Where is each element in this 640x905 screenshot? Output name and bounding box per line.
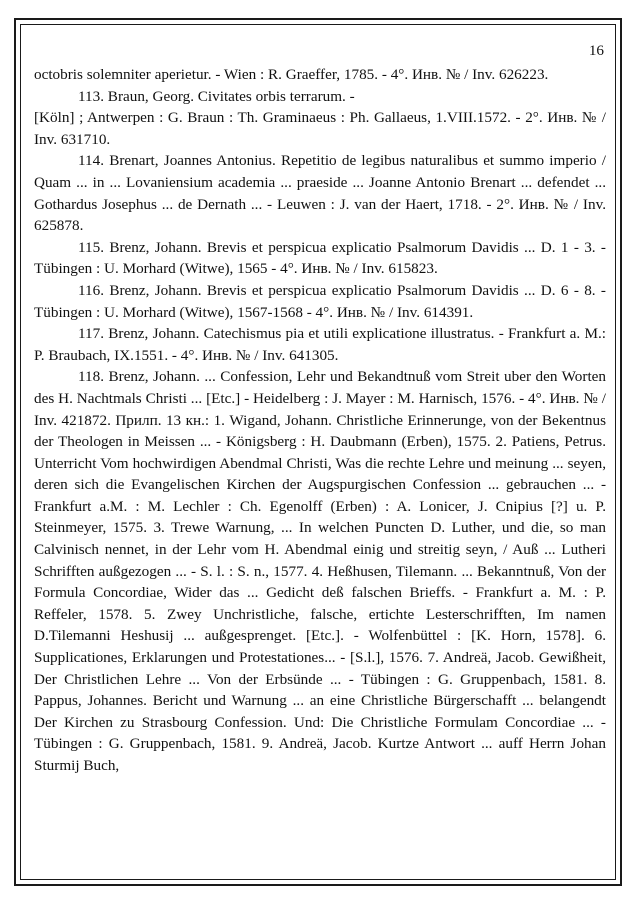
page-number: 16 <box>588 42 604 59</box>
entry-113-imprint: [Köln] ; Antwerpen : G. Braun : Th. Graminaeus : Ph. Gallaeus, 1.VIII.1572. - 2°. Инв. № / Inv. 631710. <box>34 109 606 148</box>
entry-113-heading: 113. Braun, Georg. Civitates orbis terrarum. - <box>78 87 355 105</box>
entry-112-continuation: octobris solemniter aperietur. - Wien : R. Graeffer, 1785. - 4°. Инв. № / Inv. 626223. <box>34 66 549 83</box>
catalog-page <box>34 40 606 777</box>
entry-115: 115. Brenz, Johann. Brevis et perspicua explicatio Psalmorum Davidis ... D. 1 - 3. - Tübingen : U. Morhard (Witwe), 1565 - 4°. Инв. № / Inv. 615823. <box>34 238 606 278</box>
entry-118: 118. Brenz, Johann. ... Confession, Lehr und Bekandtnuß vom Streit uber den Worten des H. Nachtmals Christi ... [Etc.] - Heidelberg : J. Mayer : M. Harnisch, 1576. - 4°. Инв. № / Inv. 421872. Прилп. 13 кн.: 1. Wigand, Johann. Christliche Erinnerunge, von der Bekentnus der Theologen in Meissen ... - Königsberg : H. Daubmann (Erben), 1575. 2. Patiens, Petrus. Unterricht Vom hochwirdigen Abendmal Christi, Was die rechte Lehre und meinung ... seyen, deren sich die Evangelischen Kirchen der Augspurgischen Confession ... gebrauchen ... - Frankfurt a.M. : M. Lechler : Ch. Egenolff (Erben) : A. Lonicer, J. Cnipius [?] u. P. Steinmeyer, 1575. 3. Trewe Warnung, ... In welchen Puncten D. Luther, und die, so man Calvinisch nennet, in der Lehr vom H. Abendmal einig und streitig seyn, / Auß ... Lutheri Schrifften außgezogen ... - S. l. : S. n., 1577. 4. Heßhusen, Tilemann. ... Bekanntnuß, Von der Formula Concordiae, Wider das ... Gedicht deß falschen Brieffs. - Frankfurt a. M. : P. Reffeler, 1578. 5. Zwey Unchristliche, falsche, ertichte Lesterschrifften, Im namen D.Tilemanni Heshusij ... außgesprenget. [Etc.]. - Wolfenbüttel : [K. Horn, 1578]. 6. Supplicationes, Erklarungen und Protestationes... - [S.l.], 1576. 7. Andreä, Jacob. Gewißheit, Der Christlichen Lehre ... Von der Erbsünde ... - Tübingen : G. Gruppenbach, 1581. 8. Pappus, Johannes. Bericht und Warnung ... an eine Christliche Bürgerschafft ... belangendt Der Kirchen zu Strasbourg Confession. Und: Die Christliche Formulam Concordiae ... - Tübingen : G. Gruppenbach, 1581. 9. Andreä, Jacob. Kurtze Antwort ... auff Herrn Johan Sturmij Buch, <box>34 368 606 774</box>
entry-114: 114. Brenart, Joannes Antonius. Repetitio de legibus naturalibus et summo imperio / Quam ... in ... Lovaniensium academia ... praeside ... Joanne Antonio Brenart ... defendet ... Gothardus Josephus ... de Dernath ... - Leuwen : J. van der Haert, 1718. - 2°. Инв. № / Inv. 625878. <box>34 152 606 235</box>
entry-117: 117. Brenz, Johann. Catechismus pia et utili explicatione illustratus. - Frankfurt a. M.: P. Braubach, IX.1551. - 4°. Инв. № / Inv. 641305. <box>34 325 606 364</box>
entry-116: 116. Brenz, Johann. Brevis et perspicua explicatio Psalmorum Davidis ... D. 6 - 8. - Tübingen : U. Morhard (Witwe), 1567-1568 - 4°. Инв. № / Inv. 614391. <box>34 281 606 321</box>
